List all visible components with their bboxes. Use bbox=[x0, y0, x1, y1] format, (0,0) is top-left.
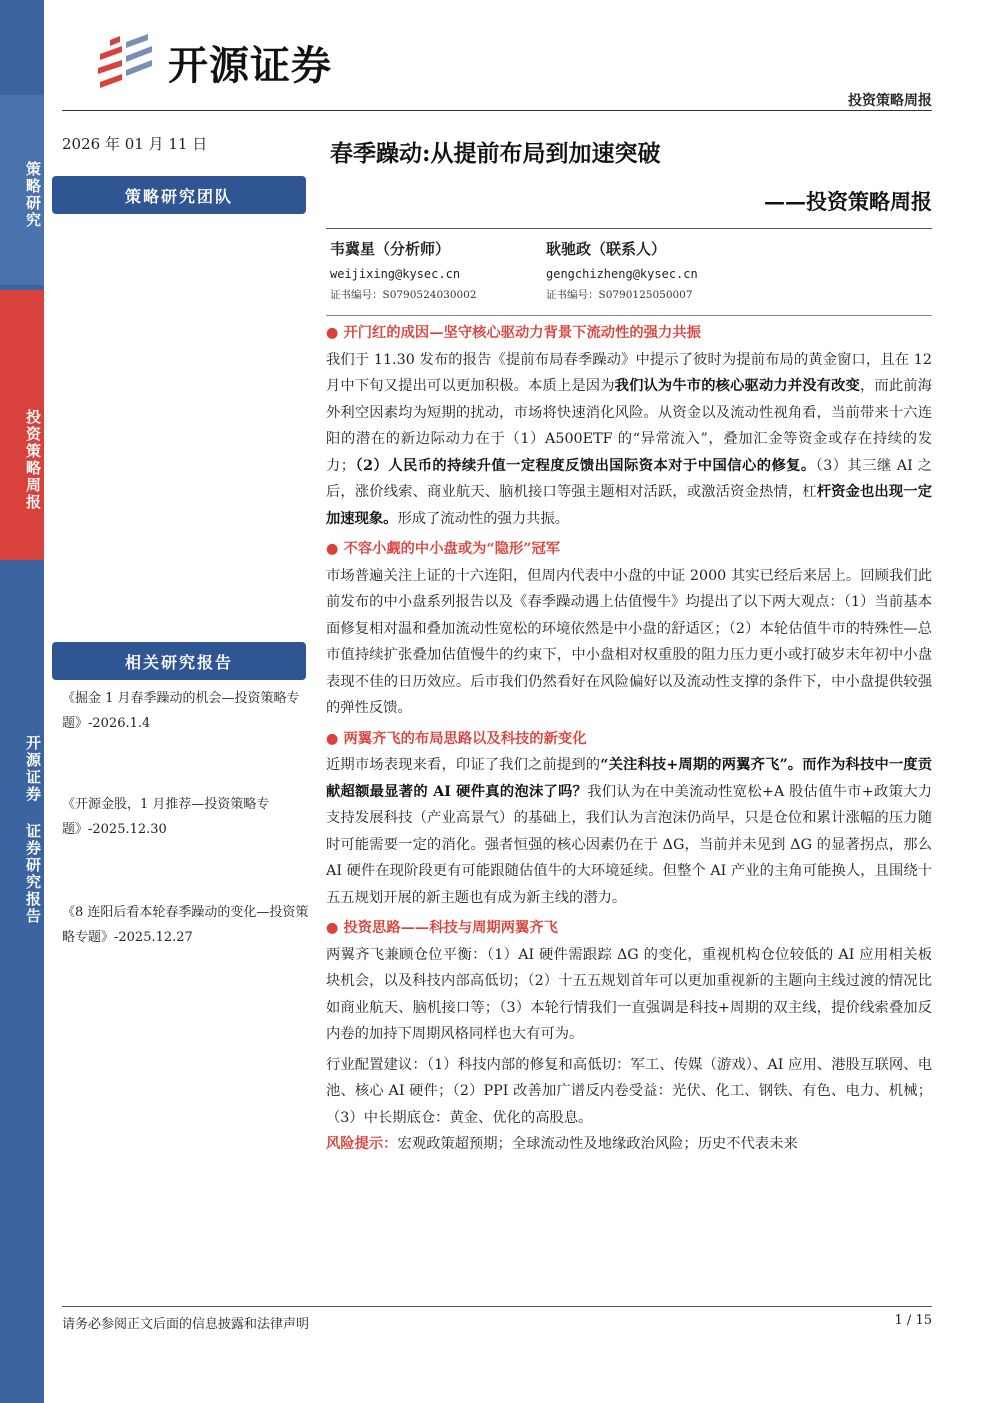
section-heading: ● 不容小觑的中小盘或为“隐形”冠军 bbox=[326, 536, 932, 563]
kysec-logo-icon bbox=[92, 32, 156, 92]
author-email[interactable]: gengchizheng@kysec.cn bbox=[546, 267, 698, 281]
page-number: 1 / 15 bbox=[894, 1313, 932, 1328]
team-banner: 策略研究团队 bbox=[52, 176, 306, 214]
sidebar-category: 策略研究 bbox=[0, 95, 44, 285]
author-name: 耿驰政（联系人） bbox=[546, 240, 667, 258]
sidebar-report-type: 投资策略周报 bbox=[0, 290, 44, 560]
related-report-link[interactable]: 《8 连阳后看本轮春季躁动的变化—投资策略专题》-2025.12.27 bbox=[62, 905, 309, 945]
section-paragraph: 两翼齐飞兼顾仓位平衡：（1）AI 硬件需跟踪 ΔG 的变化，重视机构仓位较低的 AI 应用相关板块机会，以及科技内部高低切；（2）十五五规划首年可以更加重视新的主题向主线过渡的情况比如商业航天、脑机接口等；（3）本轮行情我们一直强调是科技+周期的双主线，提价线索叠加反内卷的加持下周期风格同样也大有可为。 bbox=[326, 946, 932, 1042]
section-paragraph: 行业配置建议：（1）科技内部的修复和高低切：军工、传媒（游戏）、AI 应用、港股互联网、电池、核心 AI 硬件；（2）PPI 改善加广谱反内卷受益：光伏、化工、钢铁、有色、电力、机械；（3）中长期底仓：黄金、优化的高股息。 bbox=[326, 1056, 932, 1126]
title-divider bbox=[326, 228, 932, 229]
section-paragraph: 近期市场表现来看，印证了我们之前提到的“关注科技+周期的两翼齐飞”。而作为科技中一度贡献超额最显著的 AI 硬件真的泡沫了吗？我们认为在中美流动性宽松+A 股估值牛市+政策大力支持发展科技（产业高景气）的基础上，我们认为言泡沫仍尚早，只是仓位和累计涨幅的压力随时可能需要一定的消化。强者恒强的核心因素仍在于 ΔG，当前并未见到 ΔG 的显著拐点，那么 AI 硬件在现阶段更有可能跟随估值牛的大环境延续。但整个 AI 产业的主角可能换人，且围绕十五五规划开展的新主题也有成为新主线的潜力。 bbox=[326, 757, 932, 906]
brand-logo bbox=[92, 32, 332, 92]
header-divider bbox=[62, 110, 932, 111]
brand-name: 开源证券 bbox=[168, 42, 332, 89]
author-2 bbox=[546, 238, 698, 302]
author-email[interactable]: weijixing@kysec.cn bbox=[330, 267, 461, 281]
section-heading: ● 开门红的成因—坚守核心驱动力背景下流动性的强力共振 bbox=[326, 320, 932, 347]
related-report-link[interactable]: 《掘金 1 月春季躁动的机会—投资策略专题》-2026.1.4 bbox=[62, 691, 300, 731]
sidebar-brand: 开源证券 证券研究报告 bbox=[24, 735, 42, 925]
report-type-label: 投资策略周报 bbox=[848, 93, 932, 109]
author-divider bbox=[326, 315, 932, 316]
section-heading: ● 两翼齐飞的布局思路以及科技的新变化 bbox=[326, 726, 932, 753]
author-cert: 证书编号：S0790125050007 bbox=[546, 289, 693, 301]
section-paragraph: 我们于 11.30 发布的报告《提前布局春季躁动》中提示了彼时为提前布局的黄金窗口，且在 12 月中下旬又提出可以更加积极。本质上是因为我们认为牛市的核心驱动力并没有改变，而此前海外利空因素均为短期的扰动，市场将快速消化风险。从资金以及流动性视角看，当前带来十六连阳的潜在的新边际动力在于（1）A500ETF 的“异常流入”，叠加汇金等资金或存在持续的发力；（2）人民币的持续升值一定程度反馈出国际资本对于中国信心的修复。（3）其三继 AI 之后，涨价线索、商业航天、脑机接口等强主题相对活跃，或激活资金热情，杠杆资金也出现一定加速现象。形成了流动性的强力共振。 bbox=[326, 351, 933, 527]
section-heading: ● 投资思路——科技与周期两翼齐飞 bbox=[326, 915, 932, 942]
footer-divider bbox=[62, 1306, 932, 1307]
footer-disclaimer: 请务必参阅正文后面的信息披露和法律声明 bbox=[62, 1317, 310, 1332]
author-1 bbox=[330, 238, 477, 302]
report-date: 2026 年 01 月 11 日 bbox=[62, 135, 208, 153]
risk-warning: 风险提示：宏观政策超预期；全球流动性及地缘政治风险；历史不代表未来 bbox=[326, 1136, 798, 1152]
report-body bbox=[326, 320, 932, 1158]
related-reports-banner: 相关研究报告 bbox=[52, 642, 306, 680]
author-name: 韦冀星（分析师） bbox=[330, 240, 451, 258]
section-paragraph: 市场普遍关注上证的十六连阳，但周内代表中小盘的中证 2000 其实已经后来居上。回顾我们此前发布的中小盘系列报告以及《春季躁动遇上估值慢牛》均提出了以下两大观点：（1）当前基本面修复相对温和叠加流动性宽松的环境依然是中小盘的舒适区；（2）本轮估值牛市的特殊性—总市值持续扩张叠加估值慢牛的约束下，中小盘相对权重股的阻力压力更小或打破岁末年初中小盘表现不佳的日历效应。后市我们仍然看好在风险偏好以及流动性支撑的条件下，中小盘提供较强的弹性反馈。 bbox=[326, 567, 932, 716]
related-report-link[interactable]: 《开源金股，1 月推荐—投资策略专题》-2025.12.30 bbox=[62, 797, 270, 837]
author-cert: 证书编号：S0790524030002 bbox=[330, 289, 477, 301]
report-subtitle: ——投资策略周报 bbox=[764, 189, 932, 214]
report-title: 春季躁动:从提前布局到加速突破 bbox=[330, 140, 661, 167]
sidebar bbox=[0, 0, 44, 1403]
